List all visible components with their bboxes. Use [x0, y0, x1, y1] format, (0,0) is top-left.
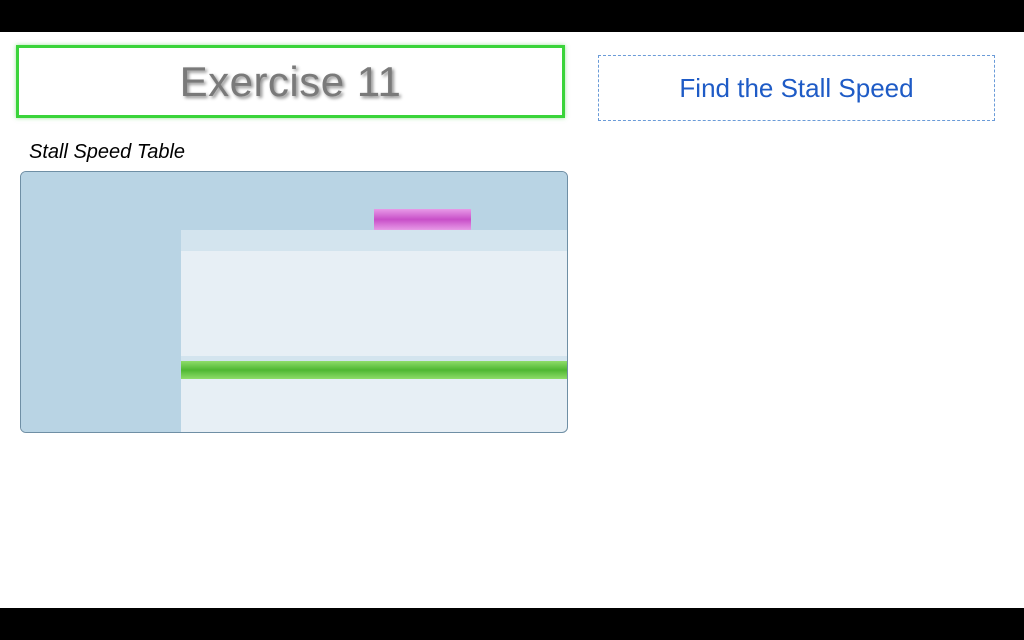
- highlight-45: [374, 209, 471, 230]
- task-heading: Find the Stall Speed: [679, 72, 914, 103]
- highlight-gear-down: [181, 361, 568, 379]
- table-caption: Stall Speed Table: [29, 141, 186, 163]
- stall-speed-table: [20, 171, 568, 433]
- slide: [0, 32, 1024, 608]
- slide-title: Exercise 11: [179, 57, 402, 105]
- table-grid: [21, 172, 568, 433]
- title-box: [16, 45, 565, 118]
- task-box: [598, 55, 995, 121]
